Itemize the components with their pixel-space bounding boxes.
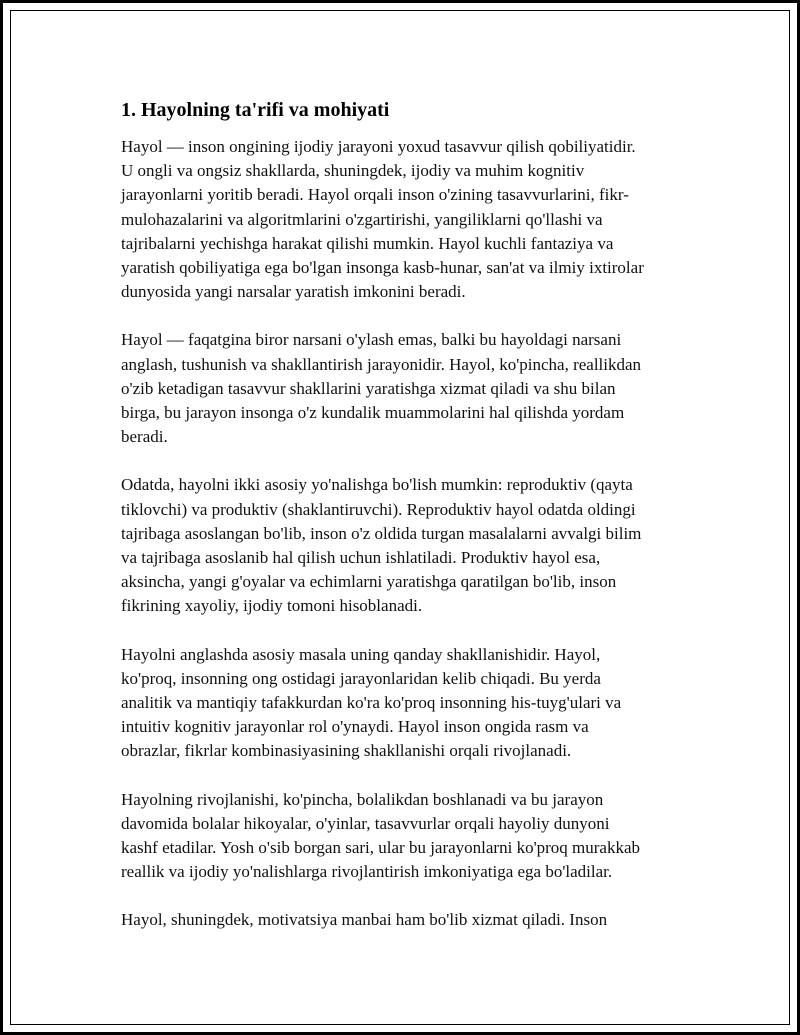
paragraph-line: Hayolning rivojlanishi, ko'pincha, bolalikdan boshlanadi va bu jarayon bbox=[121, 789, 604, 809]
paragraph-6 bbox=[121, 908, 695, 932]
document-body bbox=[121, 97, 695, 957]
paragraph-5 bbox=[121, 788, 695, 885]
paragraph-line: Odatda, hayolni ikki asosiy yo'nalishga bo'lish mumkin: reproduktiv (qayta bbox=[121, 475, 633, 495]
paragraph-line: aksincha, yangi g'oyalar va echimlarni yaratishga qaratilgan bo'lib, inson bbox=[121, 572, 617, 592]
paragraph-line: tiklovchi) va produktiv (shaklantiruvchi). Reproduktiv hayol odatda oldingi bbox=[121, 499, 636, 519]
paragraph-line: kashf etadilar. Yosh o'sib borgan sari, ular bu jarayonlarni ko'proq murakkab bbox=[121, 838, 641, 858]
paragraph-1 bbox=[121, 135, 695, 304]
paragraph-2 bbox=[121, 328, 695, 449]
paragraph-line: Hayolni anglashda asosiy masala uning qanday shakllanishidir. Hayol, bbox=[121, 644, 601, 664]
paragraph-line: birga, bu jarayon insonga o'z kundalik muammolarini hal qilishda yordam bbox=[121, 403, 625, 423]
paragraph-line: mulohazalarini va algoritmlarini o'zgartirishi, yangiliklarni qo'llashi va bbox=[121, 209, 603, 229]
paragraph-line: obrazlar, fikrlar kombinasiyasining shakllanishi orqali rivojlanadi. bbox=[121, 741, 572, 761]
paragraph-line: dunyosida yangi narsalar yaratish imkonini beradi. bbox=[121, 282, 466, 302]
paragraph-line: beradi. bbox=[121, 427, 168, 447]
paragraph-line: U ongli va ongsiz shakllarda, shuningdek, ijodiy va muhim kognitiv bbox=[121, 161, 585, 181]
paragraph-line: tajribaga asoslangan bo'lib, inson o'z oldida turgan masalalarni avvalgi bilim bbox=[121, 523, 642, 543]
paragraph-3 bbox=[121, 473, 695, 618]
section-heading: 1. Hayolning ta'rifi va mohiyati bbox=[121, 99, 390, 121]
paragraph-line: o'zib ketadigan tasavvur shakllarini yaratishga xizmat qiladi va shu bilan bbox=[121, 378, 616, 398]
paragraph-line: davomida bolalar hikoyalar, o'yinlar, tasavvurlar orqali hayoliy dunyoni bbox=[121, 813, 610, 833]
paragraph-line: analitik va mantiqiy tafakkurdan ko'ra ko'proq insonning his-tuyg'ulari va bbox=[121, 693, 622, 713]
paragraph-4 bbox=[121, 643, 695, 764]
paragraph-line: yaratish qobiliyatiga ega bo'lgan insonga kasb-hunar, san'at va ilmiy ixtirolar bbox=[121, 258, 644, 278]
paragraph-line: intuitiv kognitiv jarayonlar rol o'ynaydi. Hayol inson ongida rasm va bbox=[121, 717, 589, 737]
paragraph-line: tajribalarni yechishga harakat qilishi mumkin. Hayol kuchli fantaziya va bbox=[121, 233, 614, 253]
paragraph-line: Hayol — faqatgina biror narsani o'ylash emas, balki bu hayoldagi narsani bbox=[121, 330, 622, 350]
paragraph-line: fikrining xayoliy, ijodiy tomoni hisoblanadi. bbox=[121, 596, 423, 616]
paragraph-line: ko'proq, insonning ong ostidagi jarayonlaridan kelib chiqadi. Bu yerda bbox=[121, 668, 601, 688]
paragraph-line: Hayol — inson ongining ijodiy jarayoni yoxud tasavvur qilish qobiliyatidir. bbox=[121, 137, 636, 156]
paragraph-line: jarayonlarni yoritib beradi. Hayol orqali inson o'zining tasavvurlarini, fikr- bbox=[121, 185, 629, 205]
paragraph-line: anglash, tushunish va shakllantirish jarayonidir. Hayol, ko'pincha, reallikdan bbox=[121, 354, 642, 374]
paragraph-line: Hayol, shuningdek, motivatsiya manbai ham bo'lib xizmat qiladi. Inson bbox=[121, 910, 608, 930]
paragraph-line: va tajribaga asoslanib hal qilish uchun ishlatiladi. Produktiv hayol esa, bbox=[121, 548, 601, 568]
paragraph-line: reallik va ijodiy yo'nalishlarga rivojlantirish imkoniyatiga ega bo'ladilar. bbox=[121, 862, 613, 882]
